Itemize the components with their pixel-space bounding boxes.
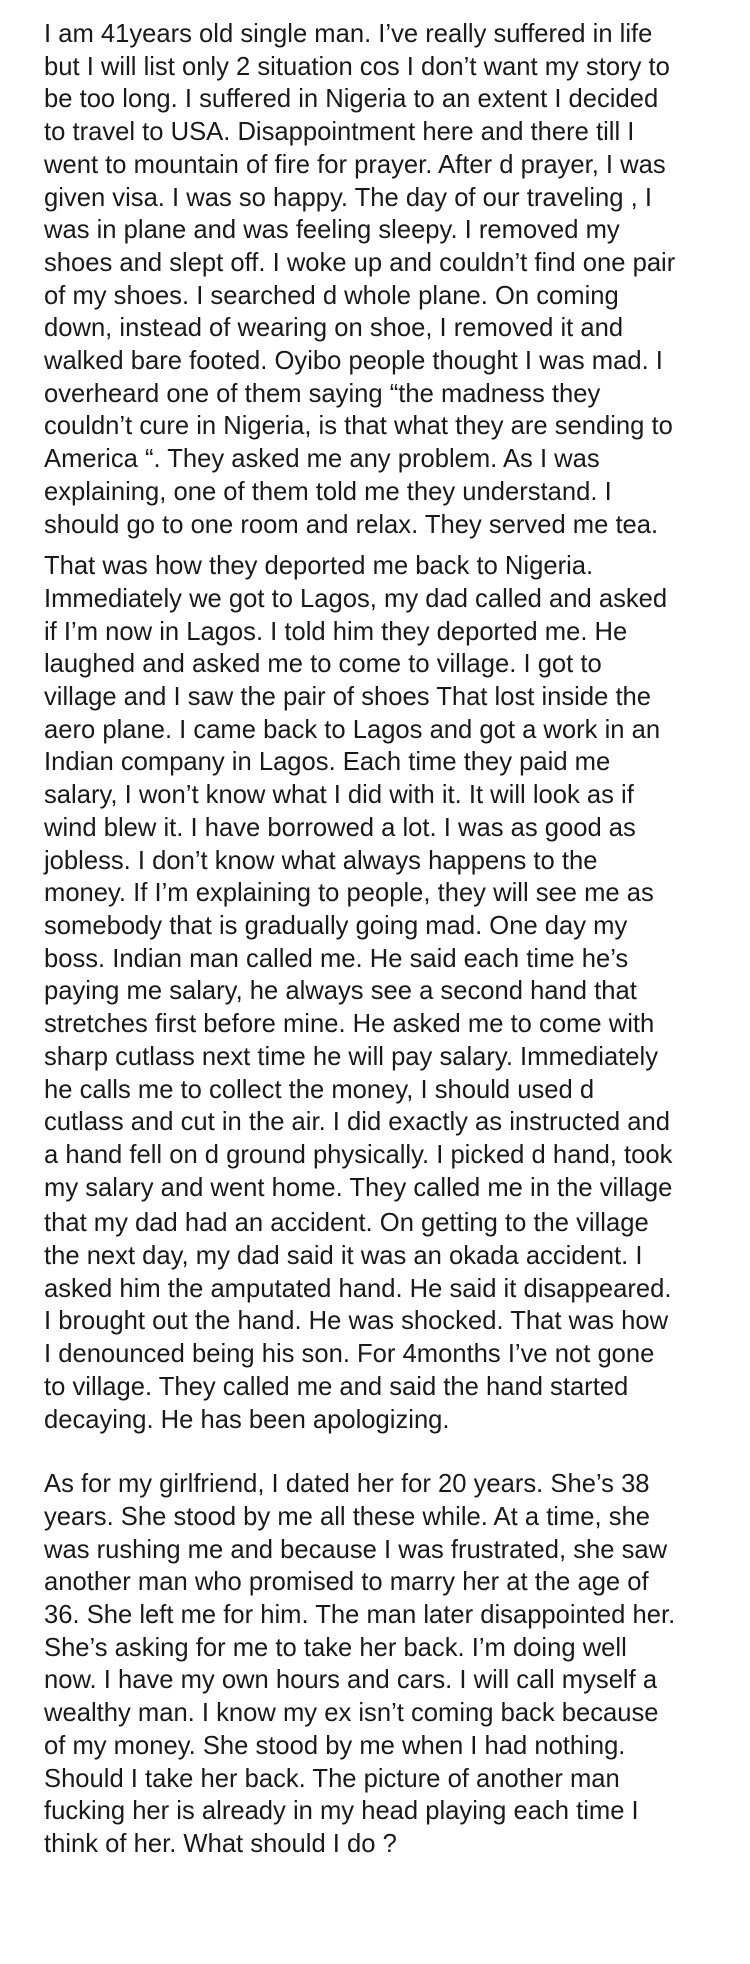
text-line: my salary and went home. They called me in the village — [44, 1173, 673, 1202]
text-line: salary, I won’t know what I did with it. It will look as if — [44, 781, 634, 810]
paragraph-deportation-and-job — [44, 550, 734, 1204]
text-line: wind blew it. I have borrowed a lot. I was as good as — [44, 813, 636, 842]
text-line: Indian company in Lagos. Each time they paid me — [44, 748, 611, 777]
text-line: asked him the amputated hand. He said it disappeared. — [44, 1274, 672, 1303]
text-line: couldn’t cure in Nigeria, is that what they are sending to — [44, 412, 673, 441]
text-line: shoes and slept off. I woke up and couldn’t find one pair — [44, 248, 676, 277]
paragraph-dad-accident — [44, 1207, 734, 1436]
text-line: As for my girlfriend, I dated her for 20 years. She’s 38 — [44, 1470, 650, 1499]
text-line: to village. They called me and said the hand started — [44, 1372, 629, 1401]
text-line: She’s asking for me to take her back. I’m doing well — [44, 1633, 627, 1662]
text-line: a hand fell on d ground physically. I picked d hand, took — [44, 1140, 673, 1169]
text-line: overheard one of them saying “the madness they — [44, 379, 601, 408]
text-line: cutlass and cut in the air. I did exactly as instructed and — [44, 1108, 670, 1137]
text-line: was in plane and was feeling sleepy. I removed my — [44, 216, 620, 245]
text-line: village and I saw the pair of shoes That lost inside the — [44, 683, 652, 712]
text-line: down, instead of wearing on shoe, I removed it and — [44, 314, 624, 343]
text-line: went to mountain of fire for prayer. After d prayer, I was — [44, 150, 666, 179]
paragraph-girlfriend — [44, 1468, 734, 1860]
text-line: sharp cutlass next time he will pay salary. Immediately — [44, 1042, 659, 1071]
text-line: Should I take her back. The picture of another man — [44, 1764, 620, 1793]
text-line: another man who promised to marry her at the age of — [44, 1568, 649, 1597]
text-line: I denounced being his son. For 4months I’ve not gone — [44, 1340, 655, 1369]
text-line: somebody that is gradually going mad. One day my — [44, 911, 628, 940]
text-line: money. If I’m explaining to people, they will see me as — [44, 879, 654, 908]
text-line: That was how they deported me back to Nigeria. — [44, 552, 594, 581]
text-line: to travel to USA. Disappointment here and there till I — [44, 118, 635, 147]
text-line: was rushing me and because I was frustrated, she saw — [44, 1535, 668, 1564]
text-line: years. She stood by me all these while. At a time, she — [44, 1502, 651, 1531]
text-line: be too long. I suffered in Nigeria to an extent I decided — [44, 85, 659, 114]
text-line: stretches first before mine. He asked me to come with — [44, 1010, 655, 1039]
paragraph-spacer — [44, 541, 734, 550]
story-document — [44, 18, 734, 1861]
text-line: aero plane. I came back to Lagos and got a work in an — [44, 715, 661, 744]
text-line: now. I have my own hours and cars. I will call myself a — [44, 1666, 658, 1695]
text-line: paying me salary, he always see a second hand that — [44, 977, 637, 1006]
text-line: that my dad had an accident. On getting to the village — [44, 1209, 649, 1238]
text-line: laughed and asked me to come to village. I got to — [44, 650, 602, 679]
text-line: explaining, one of them told me they understand. I — [44, 477, 612, 506]
text-line: Immediately we got to Lagos, my dad called and asked — [44, 584, 668, 613]
text-line: think of her. What should I do ? — [44, 1829, 397, 1858]
text-line: of my shoes. I searched d whole plane. On coming — [44, 281, 619, 310]
text-line: wealthy man. I know my ex isn’t coming back because — [44, 1699, 659, 1728]
paragraph-usa-trip — [44, 18, 734, 541]
text-line: 36. She left me for him. The man later disappointed her. — [44, 1601, 676, 1630]
text-line: he calls me to collect the money, I should used d — [44, 1075, 595, 1104]
text-line: walked bare footed. Oyibo people thought I was mad. I — [44, 347, 663, 376]
text-line: the next day, my dad said it was an okada accident. I — [44, 1242, 643, 1271]
text-line: fucking her is already in my head playing each time I — [44, 1797, 639, 1826]
text-line: I brought out the hand. He was shocked. That was how — [44, 1307, 669, 1336]
text-line: but I will list only 2 situation cos I don’t want my story to — [44, 52, 670, 81]
text-line: I am 41years old single man. I’ve really suffered in life — [44, 20, 653, 48]
text-line: America “. They asked me any problem. As I was — [44, 445, 600, 474]
text-line: should go to one room and relax. They served me tea. — [44, 510, 659, 539]
text-line: jobless. I don’t know what always happens to the — [44, 846, 598, 875]
paragraph-spacer — [44, 1436, 734, 1468]
text-line: if I’m now in Lagos. I told him they deported me. He — [44, 617, 628, 646]
text-line: of my money. She stood by me when I had nothing. — [44, 1731, 626, 1760]
text-line: boss. Indian man called me. He said each time he’s — [44, 944, 629, 973]
text-line: given visa. I was so happy. The day of our traveling , I — [44, 183, 652, 212]
text-line: decaying. He has been apologizing. — [44, 1405, 450, 1434]
